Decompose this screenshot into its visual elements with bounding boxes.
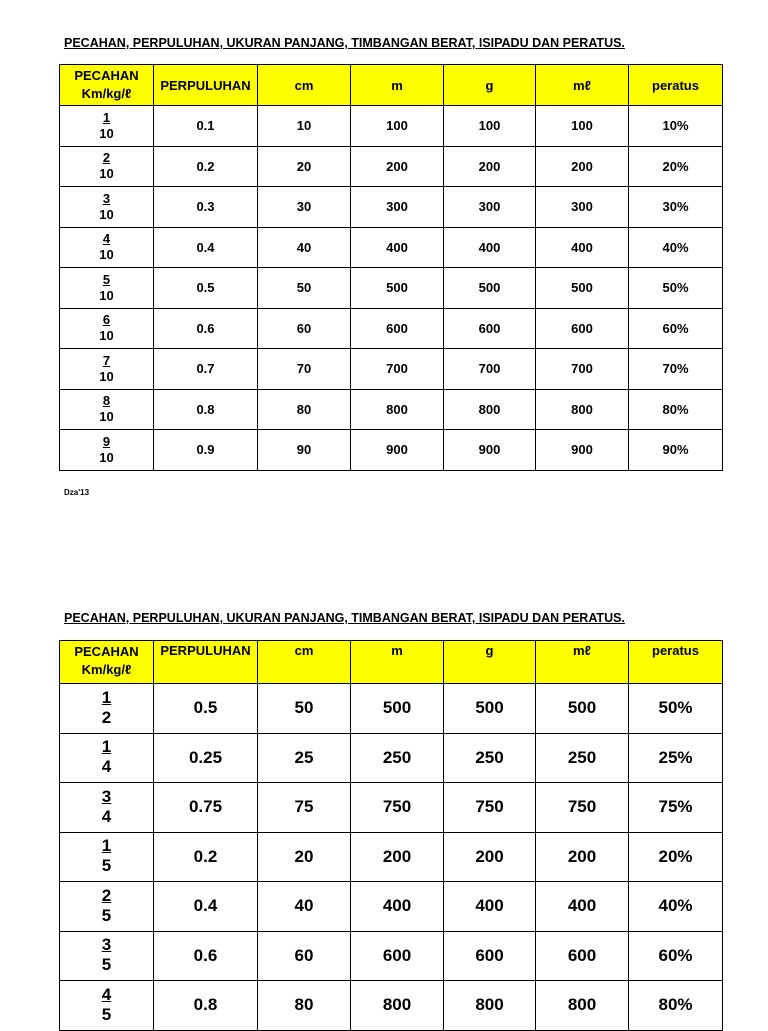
fraction-numerator: 1 [101, 737, 112, 757]
fraction-cell [60, 981, 154, 1031]
fraction-cell [60, 882, 154, 932]
decimal-cell: 0.4 [154, 227, 258, 268]
fraction-denominator: 4 [101, 757, 112, 777]
table-row [60, 106, 723, 147]
g-cell: 100 [444, 106, 536, 147]
fraction-cell [60, 684, 154, 734]
ml-cell: 250 [536, 733, 629, 783]
table-row [60, 308, 723, 349]
fraction-numerator: 5 [102, 271, 111, 287]
ml-cell: 200 [536, 146, 629, 187]
header-pecahan-units: Km/kg/ℓ [81, 86, 132, 101]
m-cell: 100 [351, 106, 444, 147]
percent-cell: 50% [629, 684, 723, 734]
g-cell: 800 [444, 389, 536, 430]
g-cell: 200 [444, 146, 536, 187]
fraction [102, 689, 111, 726]
m-cell: 400 [351, 227, 444, 268]
fraction-cell [60, 931, 154, 981]
ml-cell: 400 [536, 882, 629, 932]
header-ml: mℓ [536, 65, 629, 106]
fraction [102, 887, 111, 924]
m-cell: 400 [351, 882, 444, 932]
cm-cell: 40 [258, 227, 351, 268]
ml-cell: 600 [536, 308, 629, 349]
fraction-numerator: 2 [101, 885, 112, 905]
m-cell: 900 [351, 430, 444, 471]
author-credit: Dza'13 [64, 488, 90, 497]
fraction-cell [60, 389, 154, 430]
fraction [99, 435, 113, 464]
table-row [60, 146, 723, 187]
m-cell: 200 [351, 146, 444, 187]
m-cell: 500 [351, 684, 444, 734]
fraction [99, 192, 113, 221]
cm-cell: 10 [258, 106, 351, 147]
g-cell: 250 [444, 733, 536, 783]
ml-cell: 200 [536, 832, 629, 882]
decimal-cell: 0.3 [154, 187, 258, 228]
g-cell: 300 [444, 187, 536, 228]
fraction-numerator: 8 [102, 393, 111, 409]
decimal-cell: 0.2 [154, 146, 258, 187]
fraction-numerator: 9 [102, 433, 111, 449]
fraction-numerator: 3 [101, 935, 112, 955]
fraction [99, 354, 113, 383]
percent-cell: 90% [629, 430, 723, 471]
fraction [102, 788, 111, 825]
cm-cell: 50 [258, 268, 351, 309]
fraction-numerator: 1 [101, 836, 112, 856]
ml-cell: 750 [536, 783, 629, 833]
percent-cell: 70% [629, 349, 723, 390]
table-row [60, 882, 723, 932]
decimal-cell: 0.9 [154, 430, 258, 471]
header-perpuluhan: PERPULUHAN [154, 641, 258, 684]
ml-cell: 100 [536, 106, 629, 147]
fraction-cell [60, 733, 154, 783]
fraction-cell [60, 430, 154, 471]
cm-cell: 75 [258, 783, 351, 833]
header-ml: mℓ [536, 641, 629, 684]
ml-cell: 500 [536, 268, 629, 309]
cm-cell: 80 [258, 981, 351, 1031]
header-pecahan-label: PECAHAN [74, 68, 139, 84]
g-cell: 200 [444, 832, 536, 882]
m-cell: 600 [351, 308, 444, 349]
fraction-numerator: 1 [102, 109, 111, 125]
header-m: m [351, 641, 444, 684]
g-cell: 500 [444, 268, 536, 309]
ml-cell: 300 [536, 187, 629, 228]
fraction-denominator: 10 [99, 287, 114, 303]
m-cell: 200 [351, 832, 444, 882]
cm-cell: 70 [258, 349, 351, 390]
cm-cell: 60 [258, 931, 351, 981]
percent-cell: 75% [629, 783, 723, 833]
table-header-row [60, 641, 723, 684]
table-header-row [60, 65, 723, 106]
fraction-denominator: 10 [99, 125, 114, 141]
header-perpuluhan: PERPULUHAN [154, 65, 258, 106]
decimal-cell: 0.2 [154, 832, 258, 882]
percent-cell: 60% [629, 931, 723, 981]
cm-cell: 50 [258, 684, 351, 734]
header-cm: cm [258, 641, 351, 684]
fraction-denominator: 4 [101, 806, 112, 826]
cm-cell: 80 [258, 389, 351, 430]
fraction-numerator: 3 [102, 190, 111, 206]
decimal-cell: 0.25 [154, 733, 258, 783]
table-row [60, 349, 723, 390]
fraction-denominator: 10 [99, 328, 114, 344]
fraction [99, 232, 113, 261]
ml-cell: 500 [536, 684, 629, 734]
g-cell: 400 [444, 227, 536, 268]
fraction-numerator: 3 [101, 786, 112, 806]
decimal-cell: 0.6 [154, 308, 258, 349]
decimal-cell: 0.7 [154, 349, 258, 390]
header-m: m [351, 65, 444, 106]
fraction-numerator: 6 [102, 312, 111, 328]
percent-cell: 40% [629, 227, 723, 268]
cm-cell: 20 [258, 146, 351, 187]
decimal-cell: 0.75 [154, 783, 258, 833]
cm-cell: 60 [258, 308, 351, 349]
fraction-cell [60, 106, 154, 147]
fraction [102, 986, 111, 1023]
fraction-denominator: 10 [99, 166, 114, 182]
fraction-cell [60, 146, 154, 187]
fraction-cell [60, 832, 154, 882]
ml-cell: 900 [536, 430, 629, 471]
header-g: g [444, 641, 536, 684]
table-row [60, 187, 723, 228]
g-cell: 600 [444, 308, 536, 349]
decimal-cell: 0.8 [154, 981, 258, 1031]
header-peratus: peratus [629, 65, 723, 106]
decimal-cell: 0.5 [154, 684, 258, 734]
cm-cell: 25 [258, 733, 351, 783]
fraction-cell [60, 268, 154, 309]
percent-cell: 25% [629, 733, 723, 783]
conversion-table-tenths [59, 64, 723, 471]
m-cell: 800 [351, 389, 444, 430]
fraction-denominator: 5 [101, 905, 112, 925]
decimal-cell: 0.4 [154, 882, 258, 932]
fraction-cell [60, 227, 154, 268]
m-cell: 250 [351, 733, 444, 783]
table-row [60, 430, 723, 471]
ml-cell: 400 [536, 227, 629, 268]
g-cell: 900 [444, 430, 536, 471]
fraction-numerator: 4 [102, 231, 111, 247]
percent-cell: 30% [629, 187, 723, 228]
header-g: g [444, 65, 536, 106]
fraction-numerator: 2 [102, 150, 111, 166]
fraction-numerator: 1 [101, 687, 112, 707]
percent-cell: 60% [629, 308, 723, 349]
ml-cell: 700 [536, 349, 629, 390]
fraction [102, 936, 111, 973]
fraction [102, 837, 111, 874]
percent-cell: 20% [629, 146, 723, 187]
fraction-numerator: 7 [102, 352, 111, 368]
table-row [60, 227, 723, 268]
table-row [60, 832, 723, 882]
conversion-table-common-fractions [59, 640, 723, 1031]
fraction-denominator: 10 [99, 449, 114, 465]
table-row [60, 684, 723, 734]
table-row [60, 931, 723, 981]
header-pecahan [60, 641, 154, 684]
g-cell: 700 [444, 349, 536, 390]
percent-cell: 80% [629, 981, 723, 1031]
fraction-cell [60, 349, 154, 390]
decimal-cell: 0.5 [154, 268, 258, 309]
percent-cell: 50% [629, 268, 723, 309]
fraction [102, 738, 111, 775]
header-peratus: peratus [629, 641, 723, 684]
table-row [60, 783, 723, 833]
fraction-denominator: 10 [99, 247, 114, 263]
fraction-denominator: 2 [101, 707, 112, 727]
table-row [60, 981, 723, 1031]
table2-title: PECAHAN, PERPULUHAN, UKURAN PANJANG, TIMBANGAN BERAT, ISIPADU DAN PERATUS. [64, 611, 625, 625]
percent-cell: 20% [629, 832, 723, 882]
table-row [60, 268, 723, 309]
fraction-denominator: 10 [99, 368, 114, 384]
table-row [60, 733, 723, 783]
decimal-cell: 0.8 [154, 389, 258, 430]
table-row [60, 389, 723, 430]
fraction [99, 394, 113, 423]
fraction-numerator: 4 [101, 984, 112, 1004]
g-cell: 750 [444, 783, 536, 833]
header-pecahan [60, 65, 154, 106]
fraction-denominator: 5 [101, 856, 112, 876]
fraction-denominator: 5 [101, 955, 112, 975]
m-cell: 600 [351, 931, 444, 981]
m-cell: 500 [351, 268, 444, 309]
fraction [99, 111, 113, 140]
cm-cell: 40 [258, 882, 351, 932]
m-cell: 700 [351, 349, 444, 390]
ml-cell: 800 [536, 389, 629, 430]
fraction [99, 273, 113, 302]
cm-cell: 90 [258, 430, 351, 471]
m-cell: 750 [351, 783, 444, 833]
percent-cell: 40% [629, 882, 723, 932]
fraction [99, 151, 113, 180]
table1-title: PECAHAN, PERPULUHAN, UKURAN PANJANG, TIMBANGAN BERAT, ISIPADU DAN PERATUS. [64, 36, 625, 50]
fraction-cell [60, 308, 154, 349]
m-cell: 800 [351, 981, 444, 1031]
g-cell: 500 [444, 684, 536, 734]
ml-cell: 600 [536, 931, 629, 981]
decimal-cell: 0.1 [154, 106, 258, 147]
decimal-cell: 0.6 [154, 931, 258, 981]
percent-cell: 10% [629, 106, 723, 147]
percent-cell: 80% [629, 389, 723, 430]
header-pecahan-units: Km/kg/ℓ [81, 661, 132, 677]
header-cm: cm [258, 65, 351, 106]
header-pecahan-label: PECAHAN [74, 644, 139, 659]
fraction-cell [60, 783, 154, 833]
fraction [99, 313, 113, 342]
fraction-denominator: 5 [101, 1004, 112, 1024]
m-cell: 300 [351, 187, 444, 228]
cm-cell: 20 [258, 832, 351, 882]
fraction-cell [60, 187, 154, 228]
fraction-denominator: 10 [99, 206, 114, 222]
g-cell: 800 [444, 981, 536, 1031]
ml-cell: 800 [536, 981, 629, 1031]
g-cell: 400 [444, 882, 536, 932]
cm-cell: 30 [258, 187, 351, 228]
fraction-denominator: 10 [99, 409, 114, 425]
g-cell: 600 [444, 931, 536, 981]
